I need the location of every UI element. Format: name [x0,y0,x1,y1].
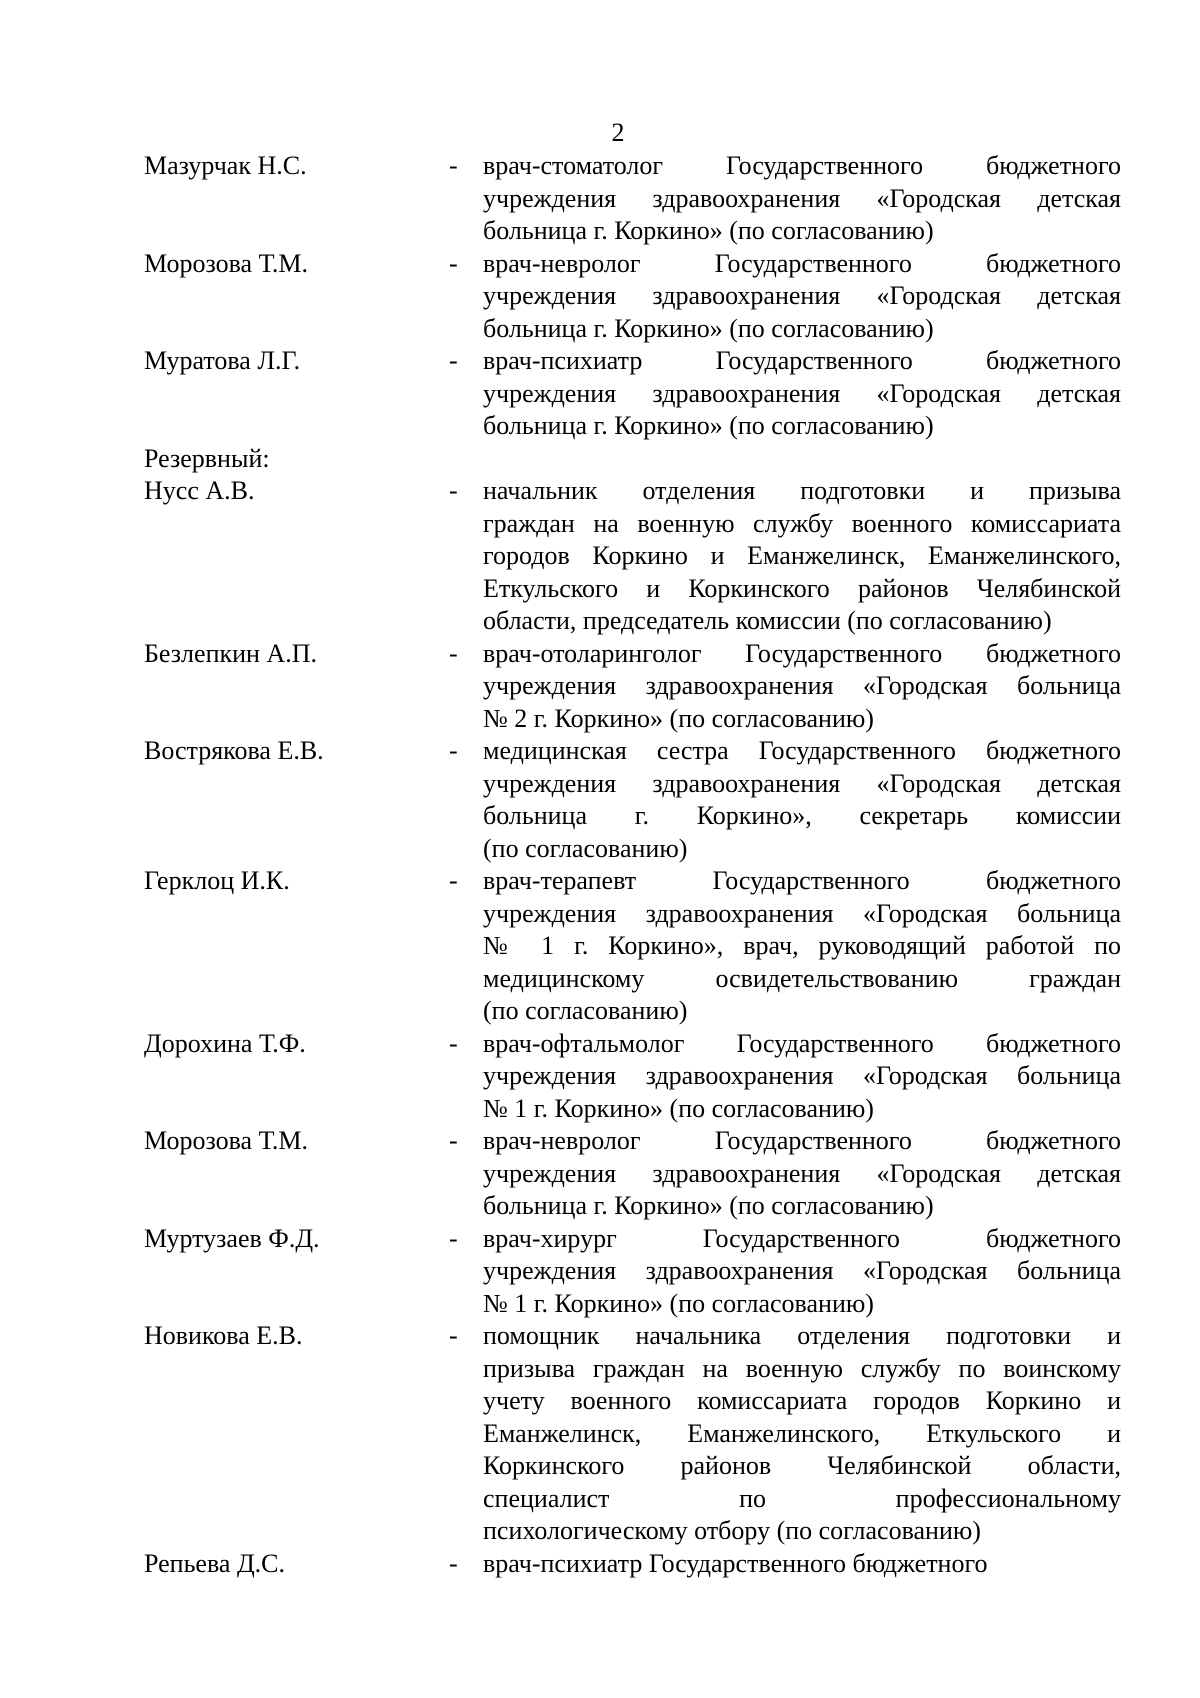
member-name: Вострякова Е.В. [144,736,324,765]
position-line: учреждения здравоохранения «Городская детская [483,183,1121,213]
member-name: Безлепкин А.П. [144,638,317,668]
member-entry [0,475,1200,638]
position-line: учреждения здравоохранения «Городская больница [483,1256,1121,1285]
member-name: Дорохина Т.Ф. [144,1028,306,1058]
position-line: больница г. Коркино» (по согласованию) [483,313,934,343]
position-line: врач-стоматолог Государственного бюджетного [483,151,1121,180]
member-position [483,345,1121,443]
position-line: медицинскому освидетельствованию граждан [483,963,1121,993]
member-position [483,638,1121,736]
member-entry [0,1125,1200,1223]
member-position [483,865,1121,1028]
member-position [483,475,1121,638]
position-line: врач-невролог Государственного бюджетного [483,248,1121,278]
commission-list [0,150,1200,1580]
position-line: медицинская сестра Государственного бюджетного [483,736,1121,765]
entry-dash: - [449,1223,458,1253]
entry-dash: - [449,1126,458,1155]
position-line: № 1 г. Коркино» (по согласованию) [483,1093,874,1123]
member-position [483,1223,1121,1321]
member-name: Морозова Т.М. [144,1126,308,1155]
member-name: Муртузаев Ф.Д. [144,1223,320,1253]
member-entry [0,1548,1200,1581]
entry-dash: - [449,346,458,375]
member-position [483,1028,1121,1126]
member-name: Мазурчак Н.С. [144,151,307,180]
member-name: Муратова Л.Г. [144,346,301,375]
position-line: врач-офтальмолог Государственного бюджетного [483,1028,1121,1058]
position-line: № 1 г. Коркино» (по согласованию) [483,1288,874,1318]
page-number: 2 [611,118,625,147]
position-line: области, председатель комиссии (по согласованию) [483,606,1052,635]
position-line: граждан на военную службу военного комиссариата [483,508,1121,538]
member-entry [0,1028,1200,1126]
position-line: больница г. Коркино» (по согласованию) [483,216,934,245]
member-entry [0,150,1200,248]
entry-dash: - [449,248,458,278]
position-line: № 2 г. Коркино» (по согласованию) [483,703,874,733]
position-line: учреждения здравоохранения «Городская детская [483,281,1121,310]
reserve-members-list [0,475,1200,1580]
member-entry [0,248,1200,346]
position-line: специалист по профессиональному [483,1483,1121,1513]
entry-dash: - [449,476,458,505]
position-line: учреждения здравоохранения «Городская больница [483,671,1121,700]
position-line: учреждения здравоохранения «Городская детская [483,378,1121,408]
position-line: врач-хирург Государственного бюджетного [483,1223,1121,1253]
member-position [483,248,1121,346]
member-entry [0,1320,1200,1548]
entry-dash: - [449,151,458,180]
entry-dash: - [449,638,458,668]
member-name: Новикова Е.В. [144,1321,303,1350]
entry-dash: - [449,1548,458,1578]
position-line: (по согласованию) [483,833,688,863]
member-position [483,735,1121,865]
member-position [483,1125,1121,1223]
position-line: городов Коркино и Еманжелинск, Еманжелинского, [483,541,1121,570]
position-line: больница г. Коркино», секретарь комиссии [483,801,1121,830]
position-line: врач-психиатр Государственного бюджетного [483,346,1121,375]
position-line: № 1 г. Коркино», врач, руководящий работой по [483,931,1121,960]
member-entry [0,638,1200,736]
member-entry [0,345,1200,443]
member-entry [0,1223,1200,1321]
member-position [483,150,1121,248]
entry-dash: - [449,1321,458,1350]
position-line: помощник начальника отделения подготовки и [483,1321,1121,1350]
position-line: учреждения здравоохранения «Городская больница [483,898,1121,928]
position-line: учреждения здравоохранения «Городская детская [483,768,1121,798]
member-position [483,1548,1121,1581]
member-position [483,1320,1121,1548]
position-line: учреждения здравоохранения «Городская больница [483,1061,1121,1090]
member-name: Морозова Т.М. [144,248,308,278]
entry-dash: - [449,1028,458,1058]
position-line: врач-невролог Государственного бюджетного [483,1126,1121,1155]
position-line: больница г. Коркино» (по согласованию) [483,411,934,440]
position-line: Еманжелинск, Еманжелинского, Еткульского и [483,1418,1121,1448]
member-entry [0,735,1200,865]
member-name: Нусс А.В. [144,476,255,505]
position-line: Коркинского районов Челябинской области, [483,1451,1121,1480]
position-line: психологическому отбору (по согласованию) [483,1516,981,1545]
entry-dash: - [449,736,458,765]
position-line: начальник отделения подготовки и призыва [483,476,1121,505]
member-name: Герклоц И.К. [144,866,290,895]
reserve-section-label: Резервный: [144,443,270,473]
entry-dash: - [449,866,458,895]
position-line: больница г. Коркино» (по согласованию) [483,1191,934,1220]
position-line: призыва граждан на военную службу по воинскому [483,1353,1121,1383]
members-list [0,150,1200,443]
member-entry [0,865,1200,1028]
position-line: (по согласованию) [483,996,688,1025]
position-line: учреждения здравоохранения «Городская детская [483,1158,1121,1188]
position-line: Еткульского и Коркинского районов Челябинской [483,573,1121,603]
position-line: врач-отоларинголог Государственного бюджетного [483,638,1121,668]
member-name: Репьева Д.С. [144,1548,286,1578]
position-line: врач-терапевт Государственного бюджетного [483,866,1121,895]
position-line: врач-психиатр Государственного бюджетного [483,1548,988,1578]
position-line: учету военного комиссариата городов Коркино и [483,1386,1121,1415]
